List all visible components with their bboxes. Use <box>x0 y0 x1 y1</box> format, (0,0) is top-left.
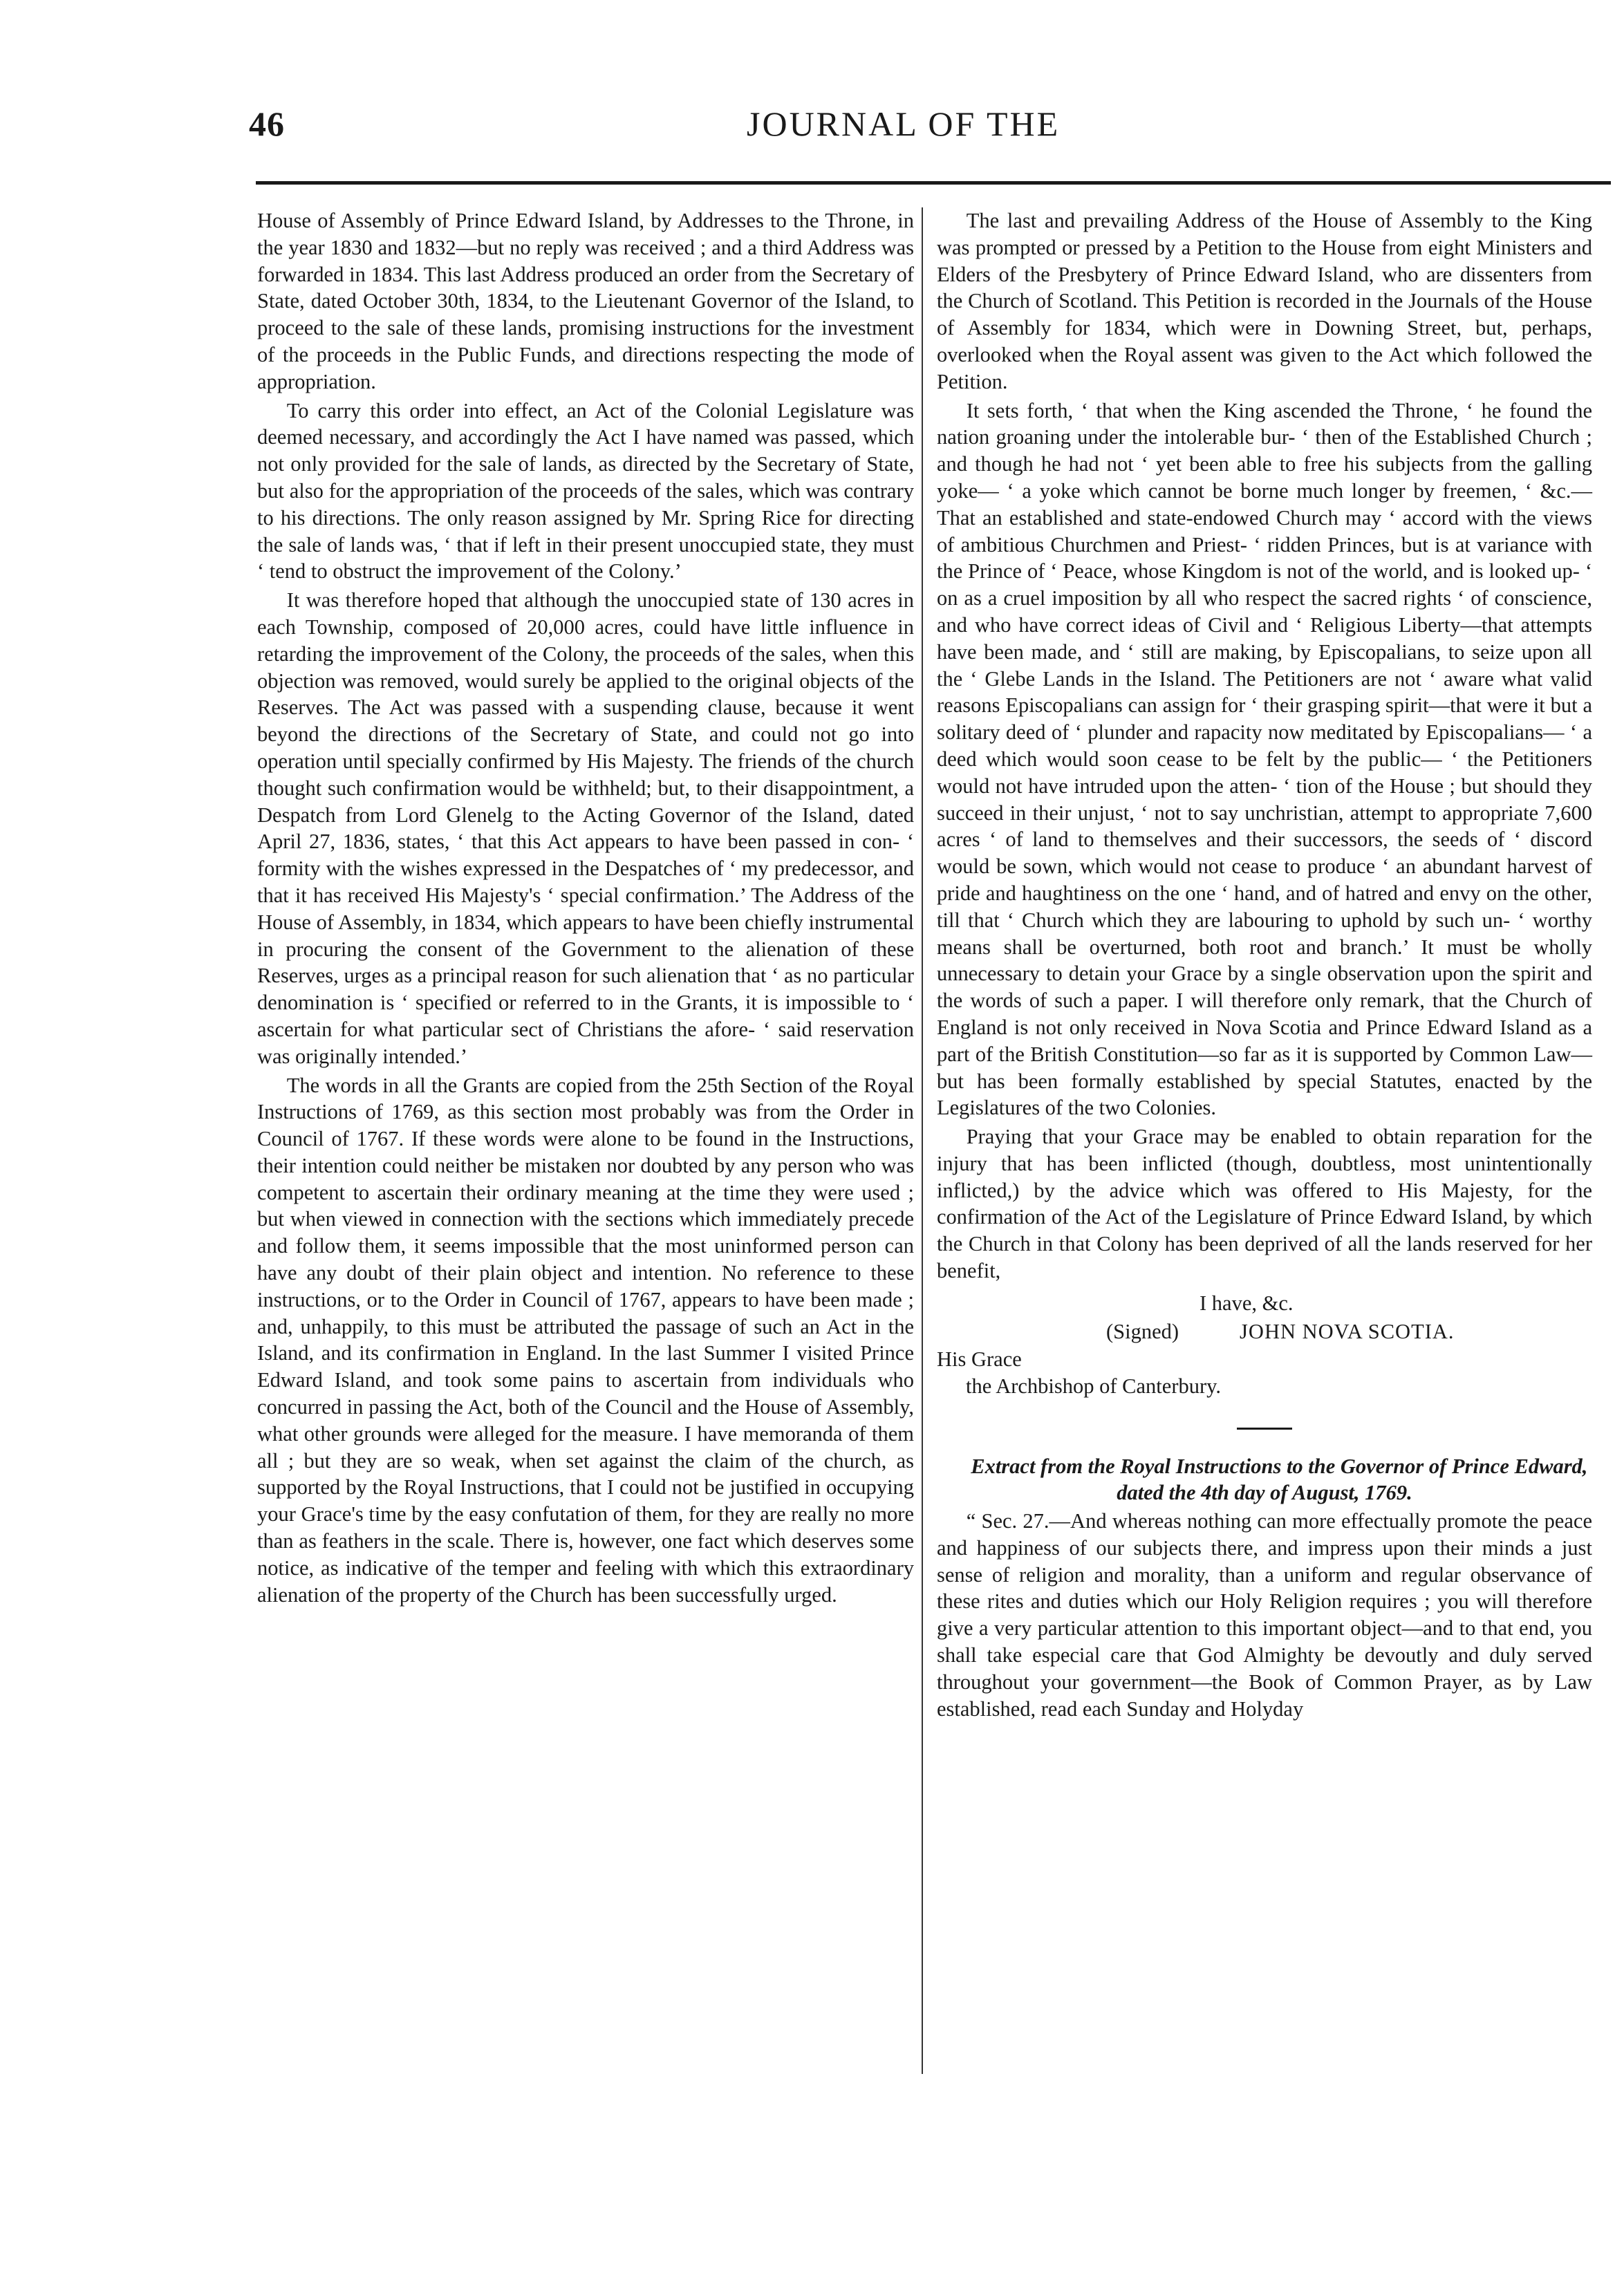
paragraph: The last and prevailing Address of the House of Assembly to the King was prompted or pressed by a Petition to the House from eight Ministers and Elders of the Presbytery of Prince Edward Island, who are dissenters from the Church of Scotland. This Petition is recorded in the Journals of the House of Assembly for 1834, which were in Downing Street, but, perhaps, overlooked when the Royal assent was given to the Act which followed the Petition. <box>937 209 1592 393</box>
page-header <box>249 104 1624 159</box>
running-head: JOURNAL OF THE <box>747 104 1061 143</box>
header-rule <box>256 181 1611 185</box>
addressee-line-1: His Grace <box>937 1347 1022 1372</box>
page-number: 46 <box>249 104 285 143</box>
closing-salutation: I have, &c. <box>1200 1291 1294 1315</box>
right-column <box>937 207 1592 1724</box>
section-divider <box>1237 1428 1292 1430</box>
letter-closing <box>937 1290 1592 1400</box>
left-column <box>257 207 914 1610</box>
column-divider <box>922 207 923 2074</box>
paragraph: It was therefore hoped that although the unoccupied state of 130 acres in each Township, composed of 20,000 acres, could have little influence in retarding the improvement of the Colony, the proceeds of the sales, when this objection was removed, would surely be applied to the original objects of the Reserves. The Act was passed with a suspending clause, because it went beyond the directions of the Secretary of State, and could not go into operation until specially confirmed by His Majesty. The friends of the church thought such confirmation would be withheld; but, to their disappointment, a Despatch from Lord Glenelg to the Acting Governor of the Island, dated April 27, 1836, states, ‘ that this Act appears to have been passed in con- ‘ formity with the wishes expressed in the Despatches of ‘ my predecessor, and that it has received His Majesty's ‘ special confirmation.’ The Address of the House of Assembly, in 1834, which appears to have been chiefly instrumental in procuring the consent of the Government to the alienation of these Reserves, urges as a principal reason for such alienation that ‘ as no particular denomination is ‘ specified or referred to in the Grants, it is impossible to ‘ ascertain for what particular sect of Christians the afore- ‘ said reservation was originally intended.’ <box>257 588 914 1068</box>
signed-label: (Signed) <box>1106 1319 1179 1343</box>
signature-line <box>937 1318 1592 1345</box>
addressee-line-2: the Archbishop of Canterbury. <box>966 1374 1222 1399</box>
paragraph: Praying that your Grace may be enabled to obtain reparation for the injury that has been inflicted (though, doubtless, most unintentionally inflicted,) by the advice which was offered to His Majesty, for the confirmation of the Act of the Legislature of Prince Edward Island, by which the Church in that Colony has been deprived of all the lands reserved for her benefit, <box>937 1125 1592 1283</box>
paragraph: House of Assembly of Prince Edward Island, by Addresses to the Throne, in the year 1830 and 1832—but no reply was received ; and a third Address was forwarded in 1834. This last Address produced an order from the Secretary of State, dated October 30th, 1834, to the Lieutenant Governor of the Island, to proceed to the sale of these lands, promising instructions for the investment of the proceeds in the Public Funds, and directions respecting the mode of appropriation. <box>257 209 914 393</box>
paragraph: It sets forth, ‘ that when the King ascended the Throne, ‘ he found the nation groaning under the intolerable bur- ‘ then of the Established Church ; and though he had not ‘ yet been able to free his subjects from the galling yoke— ‘ a yoke which cannot be borne much longer by freemen, ‘ &c.—That an established and state-endowed Church may ‘ accord with the views of ambitious Churchmen and Priest- ‘ ridden Princes, but is at variance with the Prince of ‘ Peace, whose Kingdom is not of the world, and is looked up- ‘ on as a cruel imposition by all who respect the sacred rights ‘ of conscience, and who have correct ideas of Civil and ‘ Religious Liberty—that attempts have been made, and ‘ still are making, by Episcopalians, to seize upon all the ‘ Glebe Lands in the Island. The Petitioners are not ‘ aware what valid reasons Episcopalians can assign for ‘ their grasping spirit—that were it but a solitary deed of ‘ plunder and rapacity now meditated by Episcopalians— ‘ a deed which would soon cease to be felt by the public— ‘ the Petitioners would not have intruded upon the atten- ‘ tion of the House ; but should they succeed in their unjust, ‘ not to say unchristian, attempt to appropriate 7,600 acres ‘ of land to themselves and their successors, the seeds of ‘ discord would be sown, which would not cease to produce ‘ an abundant harvest of pride and haughtiness on the one ‘ hand, and of hatred and envy on the other, till that ‘ Church which they are labouring to uphold by such un- ‘ worthy means shall be overturned, both root and branch.’ It must be wholly unnecessary to detain your Grace by a single observation upon the spirit and the words of such a paper. I will therefore only remark, that the Church of England is not only received in Nova Scotia and Prince Edward Island as a part of the British Constitution—so far as it is supported by Common Law—but has been formally established by special Statutes, enacted by the Legislatures of the two Colonies. <box>937 398 1592 1120</box>
signatory-name: JOHN NOVA SCOTIA. <box>1240 1319 1455 1343</box>
paragraph: The words in all the Grants are copied from the 25th Section of the Royal Instructions of 1769, as this section most probably was from the Order in Council of 1767. If these words were alone to be found in the Instructions, their intention could neither be mistaken nor doubted by any person who was competent to ascertain their ordinary meaning at the time they were used ; but when viewed in connection with the sections which immediately precede and follow them, it seems impossible that the most uninformed person can have any doubt of their plain object and intention. No reference to these instructions, or to the Order in Council of 1767, appears to have been made ; and, unhappily, to this must be attributed the passage of such an Act in the Island, and its confirmation in England. In the last Summer I visited Prince Edward Island, and took some pains to ascertain from individuals who concurred in passing the Act, both of the Council and the House of Assembly, what other grounds were alleged for the measure. I have memoranda of them all ; but they are so weak, when set against the claim of the church, as supported by the Royal Instructions, that I could not be justified in occupying your Grace's time by the easy confutation of them, for they are really no more than as feathers in the scale. There is, however, one fact which deserves some notice, as indicative of the temper and feeling with which this extraordinary alienation of the property of the Church has been successfully urged. <box>257 1073 914 1607</box>
extract-body: “ Sec. 27.—And whereas nothing can more effectually promote the peace and happiness of our subjects there, and impress upon their minds a just sense of religion and morality, than a uniform and regular observance of these rites and duties which our Holy Religion requires ; you will therefore give a very particular attention to this important object—and to that end, you shall take especial care that God Almighty be devoutly and duly served throughout your government—the Book of Common Prayer, as by Law established, read each Sunday and Holyday <box>937 1509 1592 1721</box>
extract-title: Extract from the Royal Instructions to the Governor of Prince Edward, dated the 4th day of August, 1769. <box>971 1455 1588 1505</box>
paragraph: To carry this order into effect, an Act of the Colonial Legislature was deemed necessary, and accordingly the Act I have named was passed, which not only provided for the sale of lands, as directed by the Secretary of State, but also for the appropriation of the proceeds of the sales, which was contrary to his directions. The only reason assigned by Mr. Spring Rice for directing the sale of lands was, ‘ that if left in their present unoccupied state, they must ‘ tend to obstruct the improvement of the Colony.’ <box>257 398 914 583</box>
